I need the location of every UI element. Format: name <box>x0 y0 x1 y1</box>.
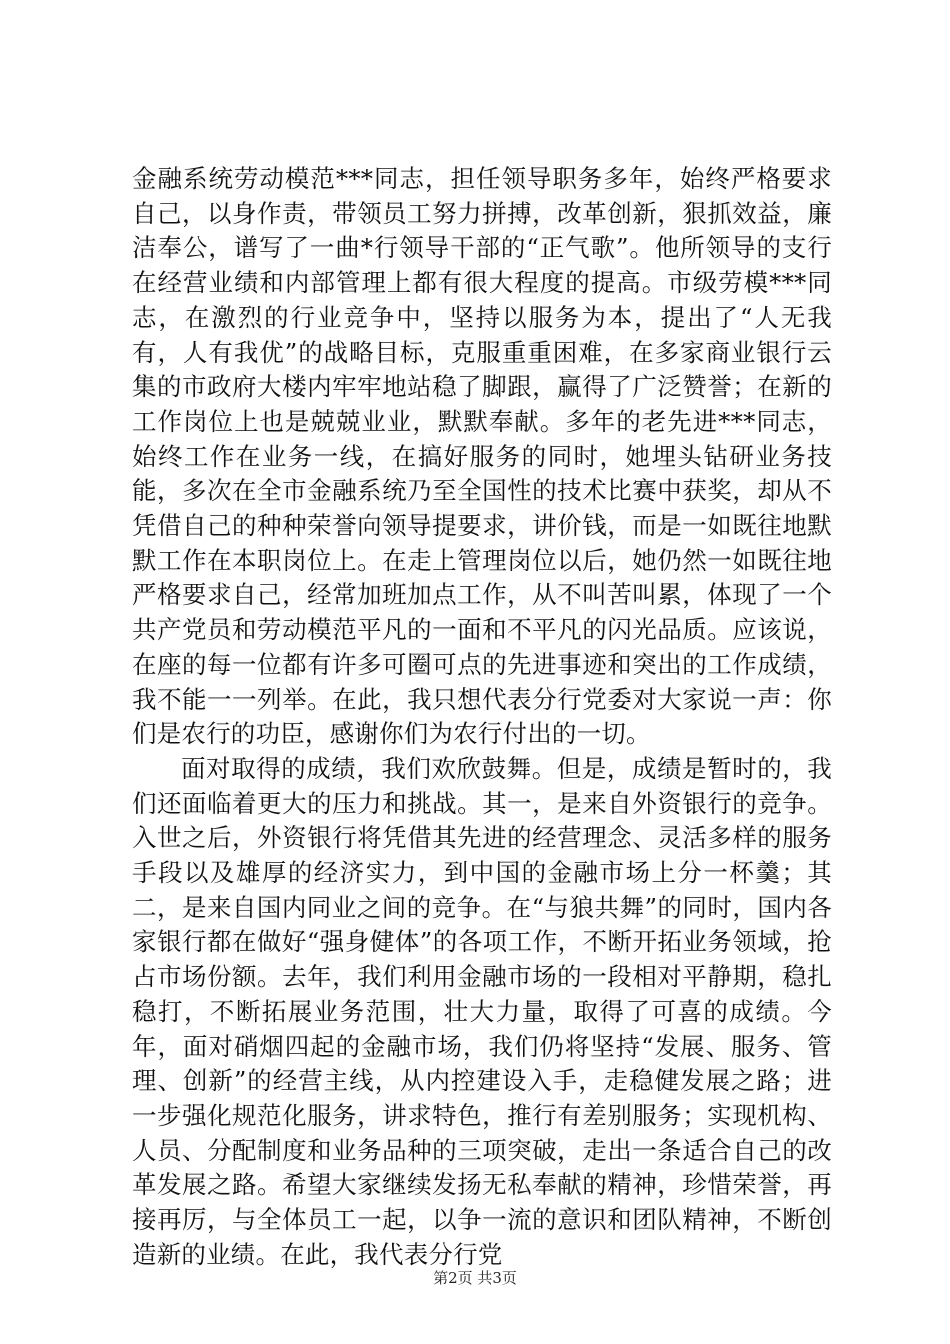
document-body <box>132 162 832 1273</box>
page-number-footer: 第2页 共3页 <box>433 1269 517 1287</box>
paragraph: 面对取得的成绩，我们欢欣鼓舞。但是，成绩是暂时的，我们还面临着更大的压力和挑战。其一，是来自外资银行的竞争。入世之后，外资银行将凭借其先进的经营理念、灵活多样的服务手段以及雄厚的经济实力，到中国的金融市场上分一杯羹；其二，是来自国内同业之间的竞争。在“与狼共舞”的同时，国内各家银行都在做好“强身健体”的各项工作，不断开拓业务领域，抢占市场份额。去年，我们利用金融市场的一段相对平静期，稳扎稳打，不断拓展业务范围，壮大力量，取得了可喜的成绩。今年，面对硝烟四起的金融市场，我们仍将坚持“发展、服务、管理、创新”的经营主线，从内控建设入手，走稳健发展之路；进一步强化规范化服务，讲求特色，推行有差别服务；实现机构、人员、分配制度和业务品种的三项突破，走出一条适合自己的改革发展之路。希望大家继续发扬无私奉献的精神，珍惜荣誉，再接再厉，与全体员工一起，以争一流的意识和团队精神，不断创造新的业绩。在此，我代表分行党 <box>132 753 832 1269</box>
paragraph-continued: 金融系统劳动模范***同志，担任领导职务多年，始终严格要求自己，以身作责，带领员工努力拼搏，改革创新，狠抓效益，廉洁奉公，谱写了一曲*行领导干部的“正气歌”。他所领导的支行在经营业绩和内部管理上都有很大程度的提高。市级劳模***同志，在激烈的行业竞争中，坚持以服务为本，提出了“人无我有，人有我优”的战略目标，克服重重困难，在多家商业银行云集的市政府大楼内牢牢地站稳了脚跟，赢得了广泛赞誉；在新的工作岗位上也是兢兢业业，默默奉献。多年的老先进***同志，始终工作在业务一线，在搞好服务的同时，她埋头钻研业务技能，多次在全市金融系统乃至全国性的技术比赛中获奖，却从不凭借自己的种种荣誉向领导提要求，讲价钱，而是一如既往地默默工作在本职岗位上。在走上管理岗位以后，她仍然一如既往地严格要求自己，经常加班加点工作，从不叫苦叫累，体现了一个共产党员和劳动模范平凡的一面和不平凡的闪光品质。应该说，在座的每一位都有许多可圈可点的先进事迹和突出的工作成绩，我不能一一列举。在此，我只想代表分行党委对大家说一声：你们是农行的功臣，感谢你们为农行付出的一切。 <box>132 164 832 749</box>
